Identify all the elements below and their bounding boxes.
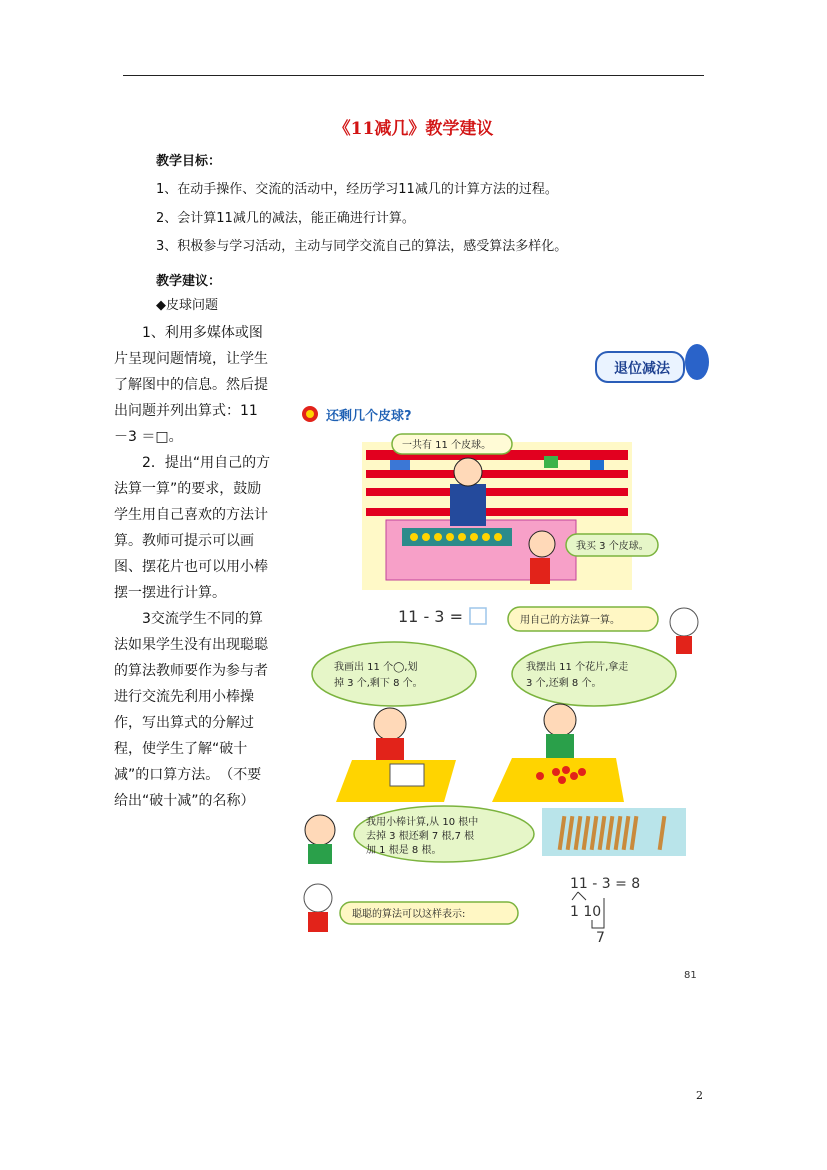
goal-item: 2、会计算11减几的减法，能正确进行计算。 — [156, 211, 415, 226]
advice-heading: 教学建议： — [156, 274, 222, 289]
bubble-sticks-text: 我用小棒计算,从 10 根中 — [366, 817, 479, 828]
goals-heading: 教学目标： — [156, 154, 222, 169]
rabbit-icon — [304, 884, 332, 912]
bubble-draw-text: 掉 3 个,剩下 8 个。 — [334, 678, 423, 689]
sticks-illustration — [542, 808, 686, 856]
advice-paragraph: 2．提出“用自己的方法算一算”的要求，鼓励学生用自己喜欢的方法计算。教师可提示可以画图、摆花片也可以用小棒摆一摆进行计算。 — [114, 455, 271, 601]
result-text: 7 — [596, 930, 605, 946]
mascot-icon — [685, 344, 709, 380]
equation-blank: 11 - 3 = — [398, 607, 463, 626]
advice-paragraph: 3交流学生不同的算法如果学生没有出现聪聪的算法教师要作为参与者进行交流先利用小棒操作，写出算式的分解过程，使学生了解“破十减”的口算方法。 （不要给出“破十减”的名称） — [114, 611, 268, 809]
answer-box — [470, 608, 486, 624]
bubble-sticks-text: 加 1 根是 8 根。 — [366, 845, 442, 856]
bubble-total-text: 一共有 11 个皮球。 — [402, 440, 492, 451]
document-title: 《11减几》教学建议 — [333, 119, 494, 139]
bubble-own-way-text: 用自己的方法算一算。 — [520, 615, 620, 626]
advice-paragraph: 1、利用多媒体或图片呈现问题情境，让学生了解图中的信息。然后提出问题并列出算式：11 －3 ＝□。 — [114, 325, 268, 445]
equation-full: 11 - 3 = 8 — [570, 876, 641, 892]
advice-column — [114, 320, 272, 814]
section-badge-label: 退位减法 — [614, 361, 670, 377]
girl-drawing-scene — [336, 708, 456, 802]
boy-icon — [305, 815, 335, 845]
bubble-chips-text: 我摆出 11 个花片,拿走 — [526, 662, 629, 673]
bubble-buy-text: 我买 3 个皮球。 — [576, 541, 649, 552]
section-badge — [596, 344, 709, 382]
goal-item: 3、积极参与学习活动，主动与同学交流自己的算法，感受算法多样化。 — [156, 239, 568, 254]
bubble-congcong-text: 聪聪的算法可以这样表示: — [352, 909, 466, 920]
speech-bubble — [512, 642, 676, 706]
speech-bubble — [312, 642, 476, 706]
header-rule — [123, 75, 704, 76]
textbook-illustration — [294, 332, 714, 992]
bubble-draw-text: 我画出 11 个◯,划 — [334, 662, 418, 673]
rabbit-icon — [670, 608, 698, 636]
shop-scene — [362, 442, 632, 590]
boy-chips-scene — [492, 704, 624, 802]
page-number: 2 — [696, 1089, 703, 1102]
problem-label: ◆皮球问题 — [156, 298, 218, 313]
goal-item: 1、在动手操作、交流的活动中，经历学习11减几的计算方法的过程。 — [156, 182, 558, 197]
bubble-sticks-text: 去掉 3 根还剩 7 根,7 根 — [366, 831, 475, 842]
decompose-text: 1 10 — [570, 904, 602, 920]
bubble-chips-text: 3 个,还剩 8 个。 — [526, 678, 602, 689]
question-text: 还剩几个皮球? — [326, 409, 412, 424]
textbook-page-number: 81 — [684, 970, 697, 981]
